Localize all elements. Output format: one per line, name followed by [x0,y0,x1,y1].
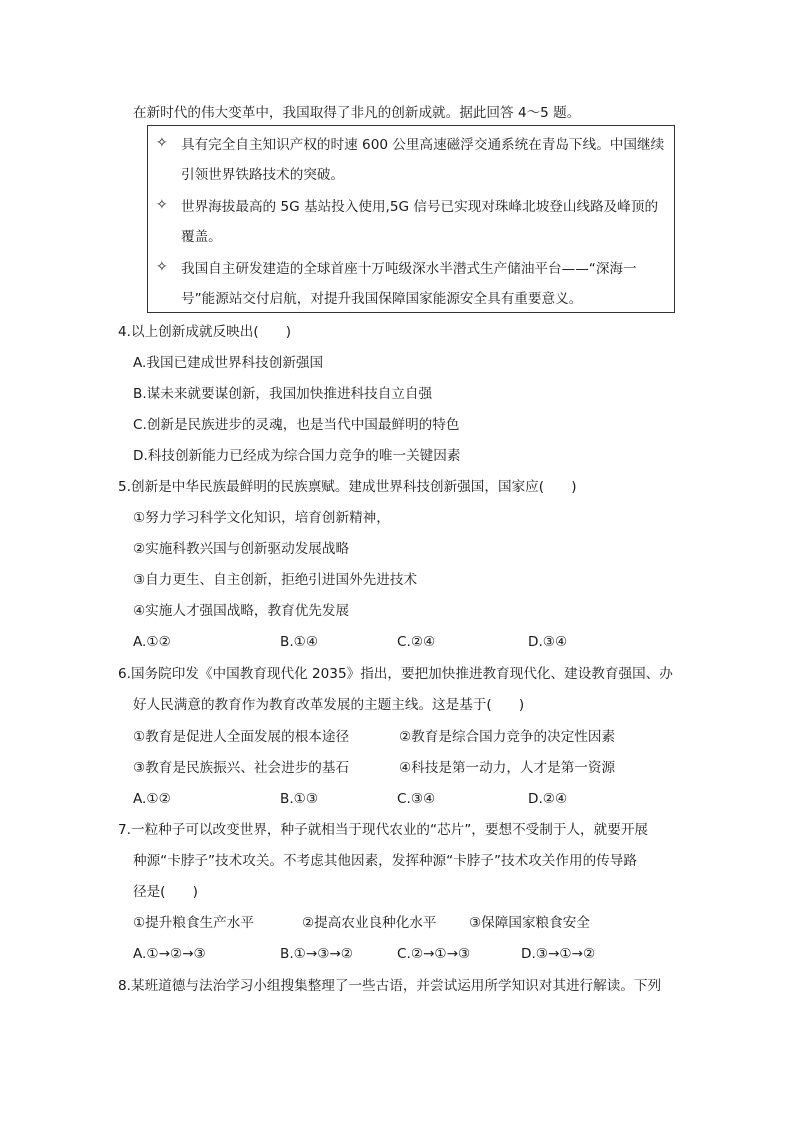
q4-option-a: A.我国已建成世界科技创新强国 [133,355,324,371]
q5-statement-1: ①努力学习科学文化知识，培育创新精神， [133,510,390,526]
q5-option-c: C.②④ [397,634,436,650]
material-box [147,125,675,313]
q7-option-c: C.②→①→③ [397,946,471,962]
q5-statement-2: ②实施科教兴国与创新驱动发展战略 [133,541,350,557]
q6-stem-line-2: 好人民满意的教育作为教育改革发展的主题主线。这是基于( ) [133,697,525,713]
q7-option-a: A.①→②→③ [133,946,206,962]
q5-option-b: B.①④ [280,634,319,650]
q4-option-d: D.科技创新能力已经成为综合国力竞争的唯一关键因素 [133,448,461,464]
q6-statement-3: ③教育是民族振兴、社会进步的基石 [133,760,350,776]
bullet-icon: ✧ [156,259,168,275]
material-item-1-line-1: 具有完全自主知识产权的时速 600 公里高速磁浮交通系统在青岛下线。中国继续 [181,137,665,153]
q4-option-b: B.谋未来就要谋创新，我国加快推进科技自立自强 [133,386,433,402]
q7-option-b: B.①→③→② [280,946,353,962]
q5-statement-3: ③自力更生、自主创新，拒绝引进国外先进技术 [133,572,418,588]
material-item-3-line-2: 号”能源站交付启航，对提升我国保障国家能源安全具有重要意义。 [181,291,583,307]
q7-statement-1: ①提升粮食生产水平 [133,915,254,931]
q6-statement-4: ④科技是第一动力，人才是第一资源 [399,760,616,776]
q5-option-a: A.①② [133,634,171,650]
q7-statement-3: ③保障国家粮食安全 [469,915,590,931]
q5-option-d: D.③④ [528,634,568,650]
material-item-2-line-1: 世界海拔最高的 5G 基站投入使用,5G 信号已实现对珠峰北坡登山线路及峰顶的 [181,199,659,215]
q6-option-a: A.①② [133,791,171,807]
q6-statement-1: ①教育是促进人全面发展的根本途径 [133,729,350,745]
q7-statement-2: ②提高农业良种化水平 [302,915,437,931]
material-item-2-line-2: 覆盖。 [181,229,222,245]
q4-stem: 4.以上创新成就反映出( ) [118,324,292,340]
q6-option-b: B.①③ [280,791,319,807]
q6-option-c: C.③④ [397,791,436,807]
q5-stem: 5.创新是中华民族最鲜明的民族禀赋。建成世界科技创新强国，国家应( ) [118,479,577,495]
q7-option-d: D.③→①→② [521,946,596,962]
q6-statement-2: ②教育是综合国力竞争的决定性因素 [399,729,616,745]
q7-stem-line-2: 种源“卡脖子”技术攻关。不考虑其他因素，发挥种源“卡脖子”技术攻关作用的传导路 [133,853,637,869]
bullet-icon: ✧ [156,197,168,213]
q7-stem-line-1: 7.一粒种子可以改变世界，种子就相当于现代农业的“芯片”，要想不受制于人，就要开展 [118,822,649,838]
q6-option-d: D.②④ [528,791,568,807]
q4-option-c: C.创新是民族进步的灵魂，也是当代中国最鲜明的特色 [133,417,460,433]
q6-stem-line-1: 6.国务院印发《中国教育现代化 2035》指出，要把加快推进教育现代化、建设教育强国、办 [118,666,673,682]
q5-statement-4: ④实施人才强国战略，教育优先发展 [133,603,350,619]
material-item-3-line-1: 我国自主研发建造的全球首座十万吨级深水半潜式生产储油平台——“深海一 [181,261,637,277]
q8-stem-line-1: 8.某班道德与法治学习小组搜集整理了一些古语，并尝试运用所学知识对其进行解读。下列 [118,978,662,994]
intro-text: 在新时代的伟大变革中，我国取得了非凡的创新成就。据此回答 4～5 题。 [133,105,581,121]
bullet-icon: ✧ [156,135,168,151]
material-item-1-line-2: 引领世界铁路技术的突破。 [181,167,345,183]
q7-stem-line-3: 径是( ) [133,884,198,900]
